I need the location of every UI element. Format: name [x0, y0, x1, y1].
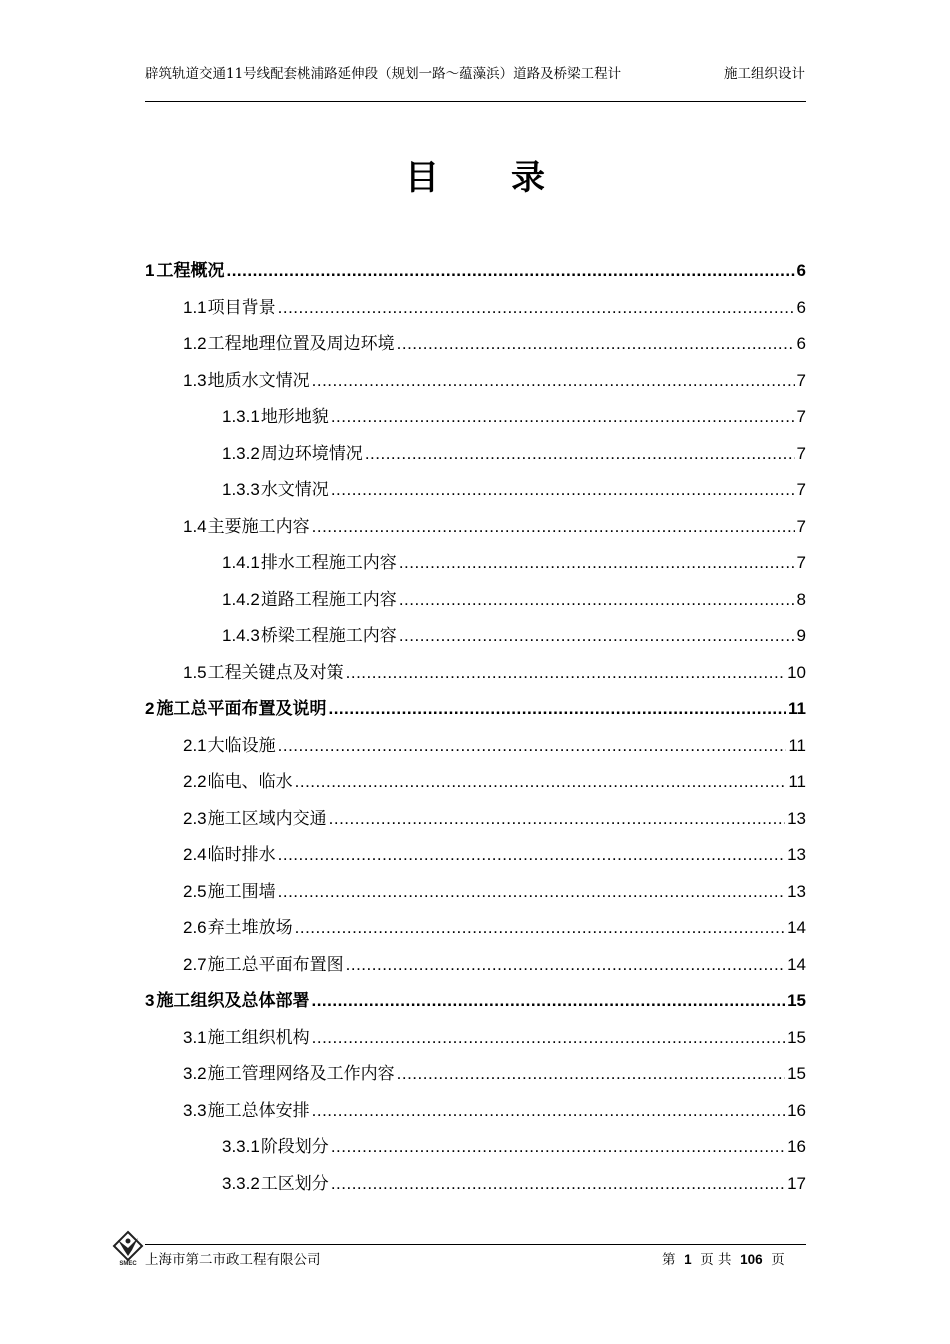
toc-entry-label: 道路工程施工内容	[260, 589, 397, 610]
toc-entry-page: 7	[796, 553, 806, 572]
toc-dot-leader	[365, 444, 795, 464]
toc-entry-page: 15	[787, 991, 806, 1010]
toc-entry-label: 工程概况	[156, 261, 225, 281]
toc-entry-page: 7	[796, 370, 806, 390]
toc-entry-number: 2.1	[183, 735, 207, 755]
toc-entry-page: 9	[796, 626, 806, 645]
toc-entry[interactable]	[222, 621, 806, 645]
toc-entry-label: 主要施工内容	[207, 516, 310, 537]
toc-entry[interactable]	[183, 658, 806, 682]
toc-entry[interactable]	[183, 1059, 806, 1083]
toc-entry-label: 阶段划分	[260, 1137, 329, 1157]
toc-dot-leader	[278, 298, 795, 318]
toc-entry-number: 1.3.1	[222, 407, 260, 426]
toc-dot-leader	[397, 334, 795, 354]
toc-dot-leader	[331, 1174, 785, 1194]
toc-entry-number: 1.3	[183, 370, 207, 390]
toc-dot-leader	[295, 918, 785, 938]
toc-entry-label: 施工管理网络及工作内容	[207, 1064, 395, 1084]
toc-entry-page: 10	[787, 662, 806, 682]
toc-dot-leader	[312, 1028, 785, 1048]
toc-entry-page: 11	[788, 699, 806, 718]
toc-entry-number: 1.3.3	[222, 480, 260, 499]
toc-entry[interactable]	[222, 1169, 806, 1193]
toc-entry[interactable]	[183, 877, 806, 901]
toc-entry-number: 2.4	[183, 845, 207, 864]
toc-entry-number: 2.2	[183, 772, 207, 791]
toc-entry[interactable]	[145, 256, 806, 280]
toc-dot-leader	[312, 1101, 785, 1121]
toc-entry-label: 临时排水	[207, 845, 276, 865]
toc-entry-page: 15	[787, 1027, 806, 1047]
toc-entry[interactable]	[145, 986, 806, 1010]
toc-entry[interactable]	[222, 585, 806, 609]
toc-entry-page: 16	[787, 1100, 806, 1120]
toc-entry-label: 地形地貌	[260, 407, 329, 427]
toc-entry-label: 排水工程施工内容	[260, 553, 397, 573]
page-total: 106	[740, 1252, 763, 1267]
toc-dot-leader	[226, 261, 794, 281]
page-header	[145, 66, 805, 102]
toc-entry-label: 周边环境情况	[260, 443, 363, 464]
page-suffix: 页	[771, 1252, 785, 1268]
toc-entry[interactable]	[222, 402, 806, 426]
toc-dot-leader	[331, 1137, 785, 1157]
page-mid: 页 共	[700, 1252, 732, 1268]
toc-entry-page: 13	[787, 881, 806, 901]
header-divider	[145, 101, 806, 102]
toc-dot-leader	[278, 736, 787, 756]
toc-entry-label: 桥梁工程施工内容	[260, 626, 397, 646]
toc-entry-page: 7	[796, 407, 806, 426]
toc-entry-page: 14	[787, 954, 806, 974]
toc-entry-number: 1	[145, 261, 155, 280]
toc-entry-number: 3	[145, 991, 155, 1010]
toc-entry-page: 13	[787, 808, 806, 828]
toc-entry-number: 2.6	[183, 918, 207, 937]
svg-text:SMEC: SMEC	[119, 1261, 137, 1266]
toc-entry-number: 3.3.1	[222, 1137, 260, 1156]
toc-entry-number: 1.1	[183, 297, 207, 317]
page-current: 1	[684, 1252, 692, 1267]
toc-entry-page: 7	[796, 443, 806, 463]
toc-entry[interactable]	[183, 1023, 806, 1047]
toc-entry-page: 6	[796, 334, 806, 353]
page-title	[0, 150, 950, 199]
title-char-1: 目	[405, 158, 439, 198]
toc-dot-leader	[399, 590, 795, 610]
toc-entry-label: 工区划分	[260, 1173, 329, 1194]
toc-dot-leader	[397, 1064, 785, 1084]
toc-entry-page: 16	[787, 1137, 806, 1156]
toc-entry-number: 1.4.1	[222, 553, 260, 572]
toc-entry[interactable]	[222, 1132, 806, 1156]
toc-dot-leader	[331, 480, 795, 500]
toc-entry-label: 施工组织机构	[207, 1027, 310, 1048]
toc-entry-label: 弃土堆放场	[207, 918, 293, 938]
toc-entry-number: 1.2	[183, 334, 207, 353]
toc-entry-label: 工程关键点及对策	[207, 662, 344, 683]
toc-entry[interactable]	[222, 475, 806, 499]
toc-entry-label: 临电、临水	[207, 772, 293, 792]
toc-entry[interactable]	[183, 329, 806, 353]
toc-entry[interactable]	[183, 804, 806, 828]
toc-dot-leader	[346, 955, 785, 975]
toc-entry[interactable]	[183, 731, 806, 755]
header-doc-type: 施工组织设计	[724, 66, 805, 82]
toc-entry-number: 1.4.3	[222, 626, 260, 645]
toc-dot-leader	[399, 626, 795, 646]
toc-dot-leader	[278, 882, 785, 902]
toc-entry-label: 施工总体安排	[207, 1100, 310, 1121]
toc-dot-leader	[331, 407, 795, 427]
toc-entry[interactable]	[183, 913, 806, 937]
toc-entry-number: 3.3	[183, 1100, 207, 1120]
title-char-2: 录	[511, 158, 545, 198]
toc-entry-label: 工程地理位置及周边环境	[207, 334, 395, 354]
page-prefix: 第	[662, 1252, 676, 1268]
toc-dot-leader	[329, 809, 785, 829]
toc-entry-page: 7	[796, 480, 806, 499]
company-logo-icon	[108, 1226, 148, 1266]
toc-entry-page: 7	[796, 516, 806, 536]
toc-dot-leader	[312, 517, 795, 537]
toc-entry-page: 11	[788, 772, 806, 791]
toc-entry[interactable]	[222, 548, 806, 572]
footer-page-info	[662, 1248, 785, 1268]
toc-entry[interactable]	[183, 767, 806, 791]
toc-entry-label: 施工总平面布置及说明	[156, 699, 327, 719]
header-project-title: 辟筑轨道交通11号线配套桃浦路延伸段（规划一路～蕴藻浜）道路及桥梁工程计	[145, 66, 622, 82]
toc-entry[interactable]	[183, 1096, 806, 1120]
toc-entry-number: 2.7	[183, 954, 207, 974]
toc-entry-number: 1.3.2	[222, 443, 260, 463]
toc-entry-number: 2.5	[183, 881, 207, 901]
toc-entry[interactable]	[183, 950, 806, 974]
toc-entry-page: 6	[796, 261, 806, 280]
toc-entry-number: 1.5	[183, 662, 207, 682]
toc-entry-label: 施工围墙	[207, 881, 276, 902]
toc-entry-number: 1.4	[183, 516, 207, 536]
toc-entry-number: 2	[145, 699, 155, 718]
toc-entry-label: 施工总平面布置图	[207, 954, 344, 975]
toc-entry-label: 项目背景	[207, 297, 276, 318]
toc-entry-page: 8	[796, 589, 806, 609]
toc-dot-leader	[311, 991, 785, 1011]
toc-entry-page: 15	[787, 1064, 806, 1083]
toc-entry-page: 14	[787, 918, 806, 937]
toc-entry-number: 3.2	[183, 1064, 207, 1083]
toc-entry[interactable]	[183, 512, 806, 536]
toc-dot-leader	[312, 371, 795, 391]
toc-entry-label: 大临设施	[207, 735, 276, 756]
toc-entry[interactable]	[145, 694, 806, 718]
footer-company: 上海市第二市政工程有限公司	[145, 1252, 321, 1268]
toc-dot-leader	[328, 699, 786, 719]
toc-entry[interactable]	[183, 840, 806, 864]
toc-entry[interactable]	[183, 293, 806, 317]
toc-entry-number: 3.1	[183, 1027, 207, 1047]
toc-dot-leader	[278, 845, 785, 865]
footer-divider	[145, 1244, 806, 1245]
toc-entry-page: 17	[787, 1173, 806, 1193]
toc-entry-number: 3.3.2	[222, 1173, 260, 1193]
toc-entry-number: 2.3	[183, 808, 207, 828]
toc-entry-page: 13	[787, 845, 806, 864]
toc-entry-page: 11	[788, 735, 806, 755]
toc-dot-leader	[295, 772, 787, 792]
toc-dot-leader	[399, 553, 795, 573]
toc-entry-page: 6	[796, 297, 806, 317]
toc-entry-number: 1.4.2	[222, 589, 260, 609]
toc-entry-label: 水文情况	[260, 480, 329, 500]
toc-entry[interactable]	[222, 439, 806, 463]
toc-entry-label: 地质水文情况	[207, 370, 310, 391]
toc-dot-leader	[346, 663, 785, 683]
toc-entry-label: 施工区域内交通	[207, 808, 327, 829]
toc-entry-label: 施工组织及总体部署	[156, 991, 310, 1011]
toc-entry[interactable]	[183, 366, 806, 390]
